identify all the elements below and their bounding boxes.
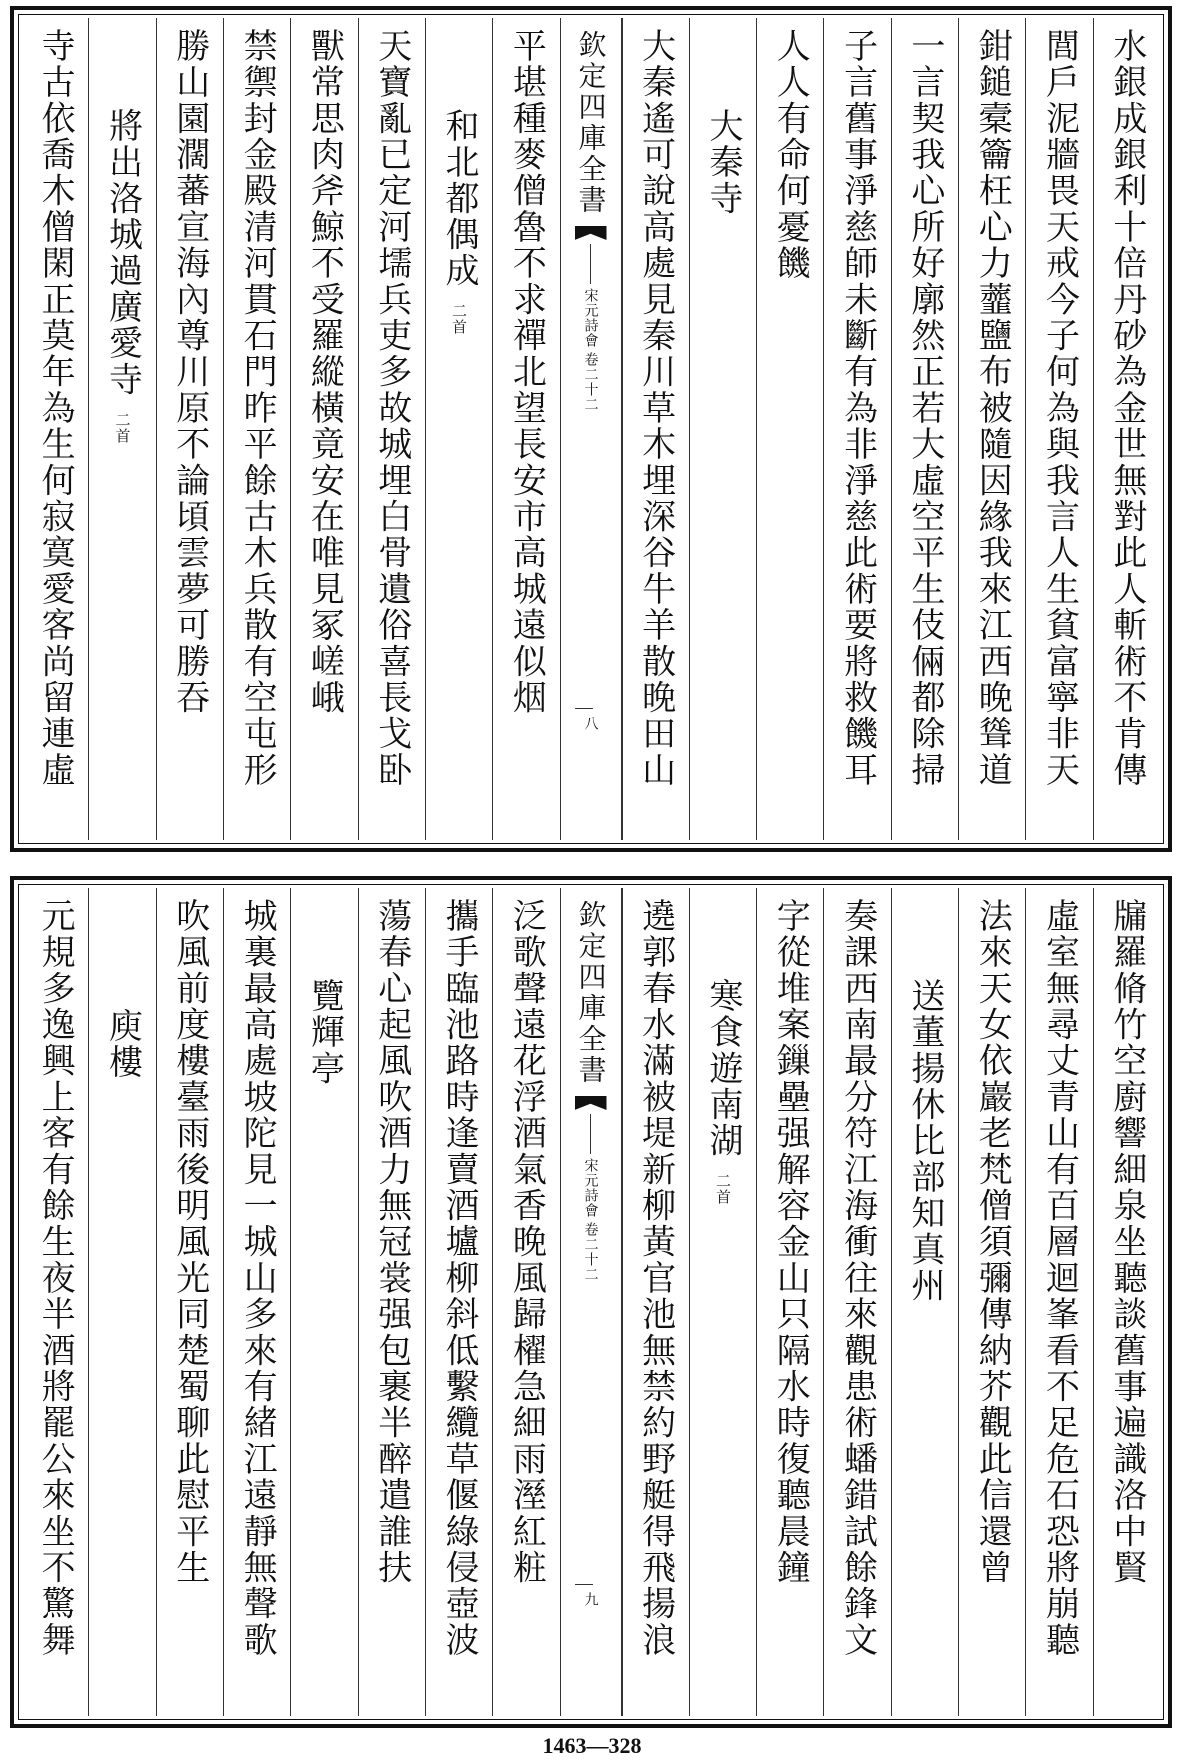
text-column	[223, 888, 290, 1716]
top-page	[10, 6, 1172, 852]
poem-title: 送董揚休比部知真州	[904, 978, 945, 1304]
text-column	[958, 888, 1025, 1716]
column-text: 子言舊事淨慈師未斷有為非淨慈此術要將救饑耳	[837, 28, 878, 789]
column-text: 大秦遙可說高處見秦川草木埋深谷牛羊散晚田山	[635, 28, 676, 789]
column-text: 遶郭春水滿被堤新柳黃官池無禁約野艇得飛揚浪	[635, 898, 676, 1659]
column-text: 泛歌聲遠花浮酒氣香晚風歸櫂急細雨溼紅粧	[506, 898, 547, 1586]
source-title: 宋元詩會	[582, 288, 599, 348]
column-text: 攜手臨池路時逢賣酒壚柳斜低繫纜草偃綠侵壺波	[439, 898, 480, 1659]
book-title: 欽定四庫全書	[574, 900, 608, 1086]
column-text: 閭戶泥牆畏天戒今子何為與我言人生貧富寧非天	[1039, 28, 1080, 789]
text-column	[958, 18, 1025, 840]
text-column	[290, 18, 357, 840]
column-text: 天寶亂已定河壖兵吏多故城埋白骨遺俗喜長戈卧	[371, 28, 412, 789]
column-text: 虛室無尋丈青山有百層迴峯看不足危石恐將崩聽	[1039, 898, 1080, 1659]
text-column	[358, 18, 425, 840]
column-text: 人人有命何憂饑	[770, 28, 811, 282]
text-column	[823, 888, 890, 1716]
poem-title	[102, 98, 143, 840]
column-text: 平堪種麥僧魯不求禪北望長安市高城遠似烟	[506, 28, 547, 716]
column-text: 一言契我心所好廓然正若大虛空平生伎倆都除掃	[904, 28, 945, 789]
poem-title-text: 和北都偶成	[439, 108, 480, 289]
column-text: 城裏最高處坡陀見一城山多來有緒江遠靜無聲歌	[237, 898, 278, 1659]
fish-tail-mark	[575, 1096, 607, 1110]
poem-title-column	[425, 18, 492, 840]
column-text: 鉗鎚槖籥枉心力虀鹽布被隨因緣我來江西晚聳道	[972, 28, 1013, 789]
column-text: 吹風前度樓臺雨後明風光同楚蜀聊此慰平生	[169, 898, 210, 1586]
text-column	[622, 888, 689, 1716]
center-gutter	[560, 888, 622, 1716]
column-text: 蕩春心起風吹酒力無冠裳强包裹半醉遣誰扶	[371, 898, 412, 1586]
poem-title	[702, 968, 743, 1716]
text-column	[22, 18, 88, 840]
text-column	[22, 888, 88, 1716]
text-column	[1025, 888, 1092, 1716]
text-column	[1093, 888, 1160, 1716]
column-text: 法來天女依巖老梵僧須彌傳納芥觀此信還曾	[972, 898, 1013, 1586]
poem-title-column	[891, 888, 958, 1716]
column-text: 元規多逸興上客有餘生夜半酒將罷公來坐不驚舞	[35, 898, 76, 1659]
gutter-line	[590, 1114, 591, 1154]
text-column	[156, 888, 223, 1716]
poem-title-text: 寒食遊南湖	[702, 978, 743, 1159]
volume-number: 卷二十二	[582, 352, 599, 412]
poem-count-note: 二首	[450, 303, 469, 335]
column-text: 獸常思肉斧鯨不受羅縱橫竟安在唯見冢嵯峨	[304, 28, 345, 716]
text-column	[756, 888, 823, 1716]
poem-title-column	[290, 888, 357, 1716]
poem-count-note: 二首	[113, 411, 132, 444]
text-column	[492, 18, 559, 840]
column-text: 水銀成銀利十倍丹砂為金世無對此人斬術不肯傳	[1106, 28, 1147, 789]
bottom-page	[10, 876, 1172, 1728]
text-column	[358, 888, 425, 1716]
column-text: 奏課西南最分符江海衝往來觀患術蟠錯試餘鋒文	[837, 898, 878, 1659]
column-text: 寺古依喬木僧閑正莫年為生何寂寞愛客尚留連虛	[35, 28, 76, 789]
book-title: 欽定四庫全書	[574, 30, 608, 216]
column-text: 禁禦封金殿清河貫石門昨平餘古木兵散有空屯形	[237, 28, 278, 789]
text-column	[156, 18, 223, 840]
volume-number: 卷二十二	[582, 1222, 599, 1282]
page-code: 1463—328	[542, 1733, 642, 1758]
text-column	[622, 18, 689, 840]
poem-title: 大秦寺	[702, 108, 743, 217]
source-title: 宋元詩會	[582, 1158, 599, 1218]
leaf-number: 八	[582, 716, 599, 730]
text-column	[891, 18, 958, 840]
text-column	[823, 18, 890, 840]
text-column	[1025, 18, 1092, 840]
column-text: 牖羅脩竹空廚響細泉坐聽談舊事遍識洛中賢	[1106, 898, 1147, 1586]
text-column	[223, 18, 290, 840]
column-text: 字從堆案鏁壘强解容金山只隔水時復聽晨鐘	[770, 898, 811, 1586]
leaf-number: 九	[582, 1592, 599, 1606]
gutter-line	[590, 244, 591, 284]
poem-title-column	[689, 888, 756, 1716]
poem-title-text: 將出洛城過廣愛寺	[102, 108, 143, 398]
poem-title-column	[88, 888, 155, 1716]
text-column	[1093, 18, 1160, 840]
fish-tail-mark	[575, 226, 607, 240]
text-column	[492, 888, 559, 1716]
column-text: 勝山園濶蕃宣海內尊川原不論頃雲夢可勝吞	[169, 28, 210, 716]
poem-title-column	[689, 18, 756, 840]
poem-title	[439, 98, 480, 840]
text-column	[425, 888, 492, 1716]
poem-title: 覽輝亭	[304, 978, 345, 1087]
poem-count-note: 二首	[713, 1173, 732, 1205]
poem-title: 庾樓	[102, 1008, 143, 1081]
center-gutter	[560, 18, 622, 840]
poem-title-column	[88, 18, 155, 840]
text-column	[756, 18, 823, 840]
